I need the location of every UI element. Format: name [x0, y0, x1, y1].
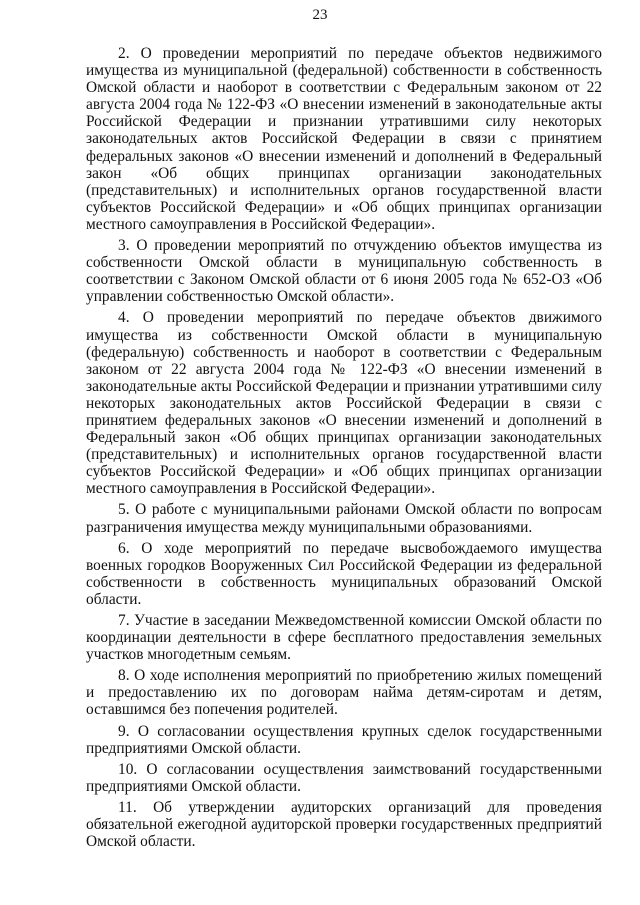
list-item-11: 11. Об утверждении аудиторских организаций для проведения обязательной ежегодной аудиторской проверки государственных предприятий Омской области.: [86, 798, 602, 851]
list-item-4: 4. О проведении мероприятий по передаче объектов движимого имущества из собственности Омской области в муниципальную (федеральную) собственность и наоборот в соответствии с Федеральным законом от 22 августа 2004 года № 122-ФЗ «О внесении изменений в законодательные акты Российской Федерации и признании утратившими силу некоторых законодательных актов Российской Федерации в связи с принятием федеральных законов «О внесении изменений и дополнений в Федеральный закон «Об общих принципах организации законодательных (представительных) и исполнительных органов государственной власти субъектов Российской Федерации» и «Об общих принципах организации местного самоуправления в Российской Федерации».: [86, 309, 602, 498]
document-body: [86, 45, 602, 854]
list-item-6: 6. О ходе мероприятий по передаче высвобождаемого имущества военных городков Вооруженных Сил Российской Федерации из федеральной собственности в собственность муниципальных образований Омской области.: [86, 539, 602, 608]
page-number: 23: [312, 7, 328, 23]
list-item-3: 3. О проведении мероприятий по отчуждению объектов имущества из собственности Омской области в муниципальную собственность в соответствии с Законом Омской области от 6 июня 2005 года № 652-ОЗ «Об управлении собственностью Омской области».: [86, 237, 602, 306]
list-item-7: 7. Участие в заседании Межведомственной комиссии Омской области по координации деятельности в сфере бесплатного предоставления земельных участков многодетным семьям.: [86, 612, 602, 664]
list-item-2: 2. О проведении мероприятий по передаче объектов недвижимого имущества из муниципальной (федеральной) собственности в собственность Омской области и наоборот в соответствии с Федеральным законом от 22 августа 2004 года № 122-ФЗ «О внесении изменений в законодательные акты Российской Федерации и признании утратившими силу некоторых законодательных актов Российской Федерации в связи с принятием федеральных законов «О внесении изменений и дополнений в Федеральный закон «Об общих принципах организации законодательных (представительных) и исполнительных органов государственной власти субъектов Российской Федерации» и «Об общих принципах организации местного самоуправления в Российской Федерации».: [86, 45, 602, 233]
list-item-10: 10. О согласовании осуществления заимствований государственными предприятиями Омской области.: [86, 760, 602, 795]
list-item-8: 8. О ходе исполнения мероприятий по приобретению жилых помещений и предоставлению их по договорам найма детям-сиротам и детям, оставшимся без попечения родителей.: [86, 667, 602, 719]
list-item-9: 9. О согласовании осуществления крупных сделок государственными предприятиями Омской области.: [86, 722, 602, 757]
list-item-5: 5. О работе с муниципальными районами Омской области по вопросам разграничения имущества между муниципальными образованиями.: [86, 501, 602, 536]
